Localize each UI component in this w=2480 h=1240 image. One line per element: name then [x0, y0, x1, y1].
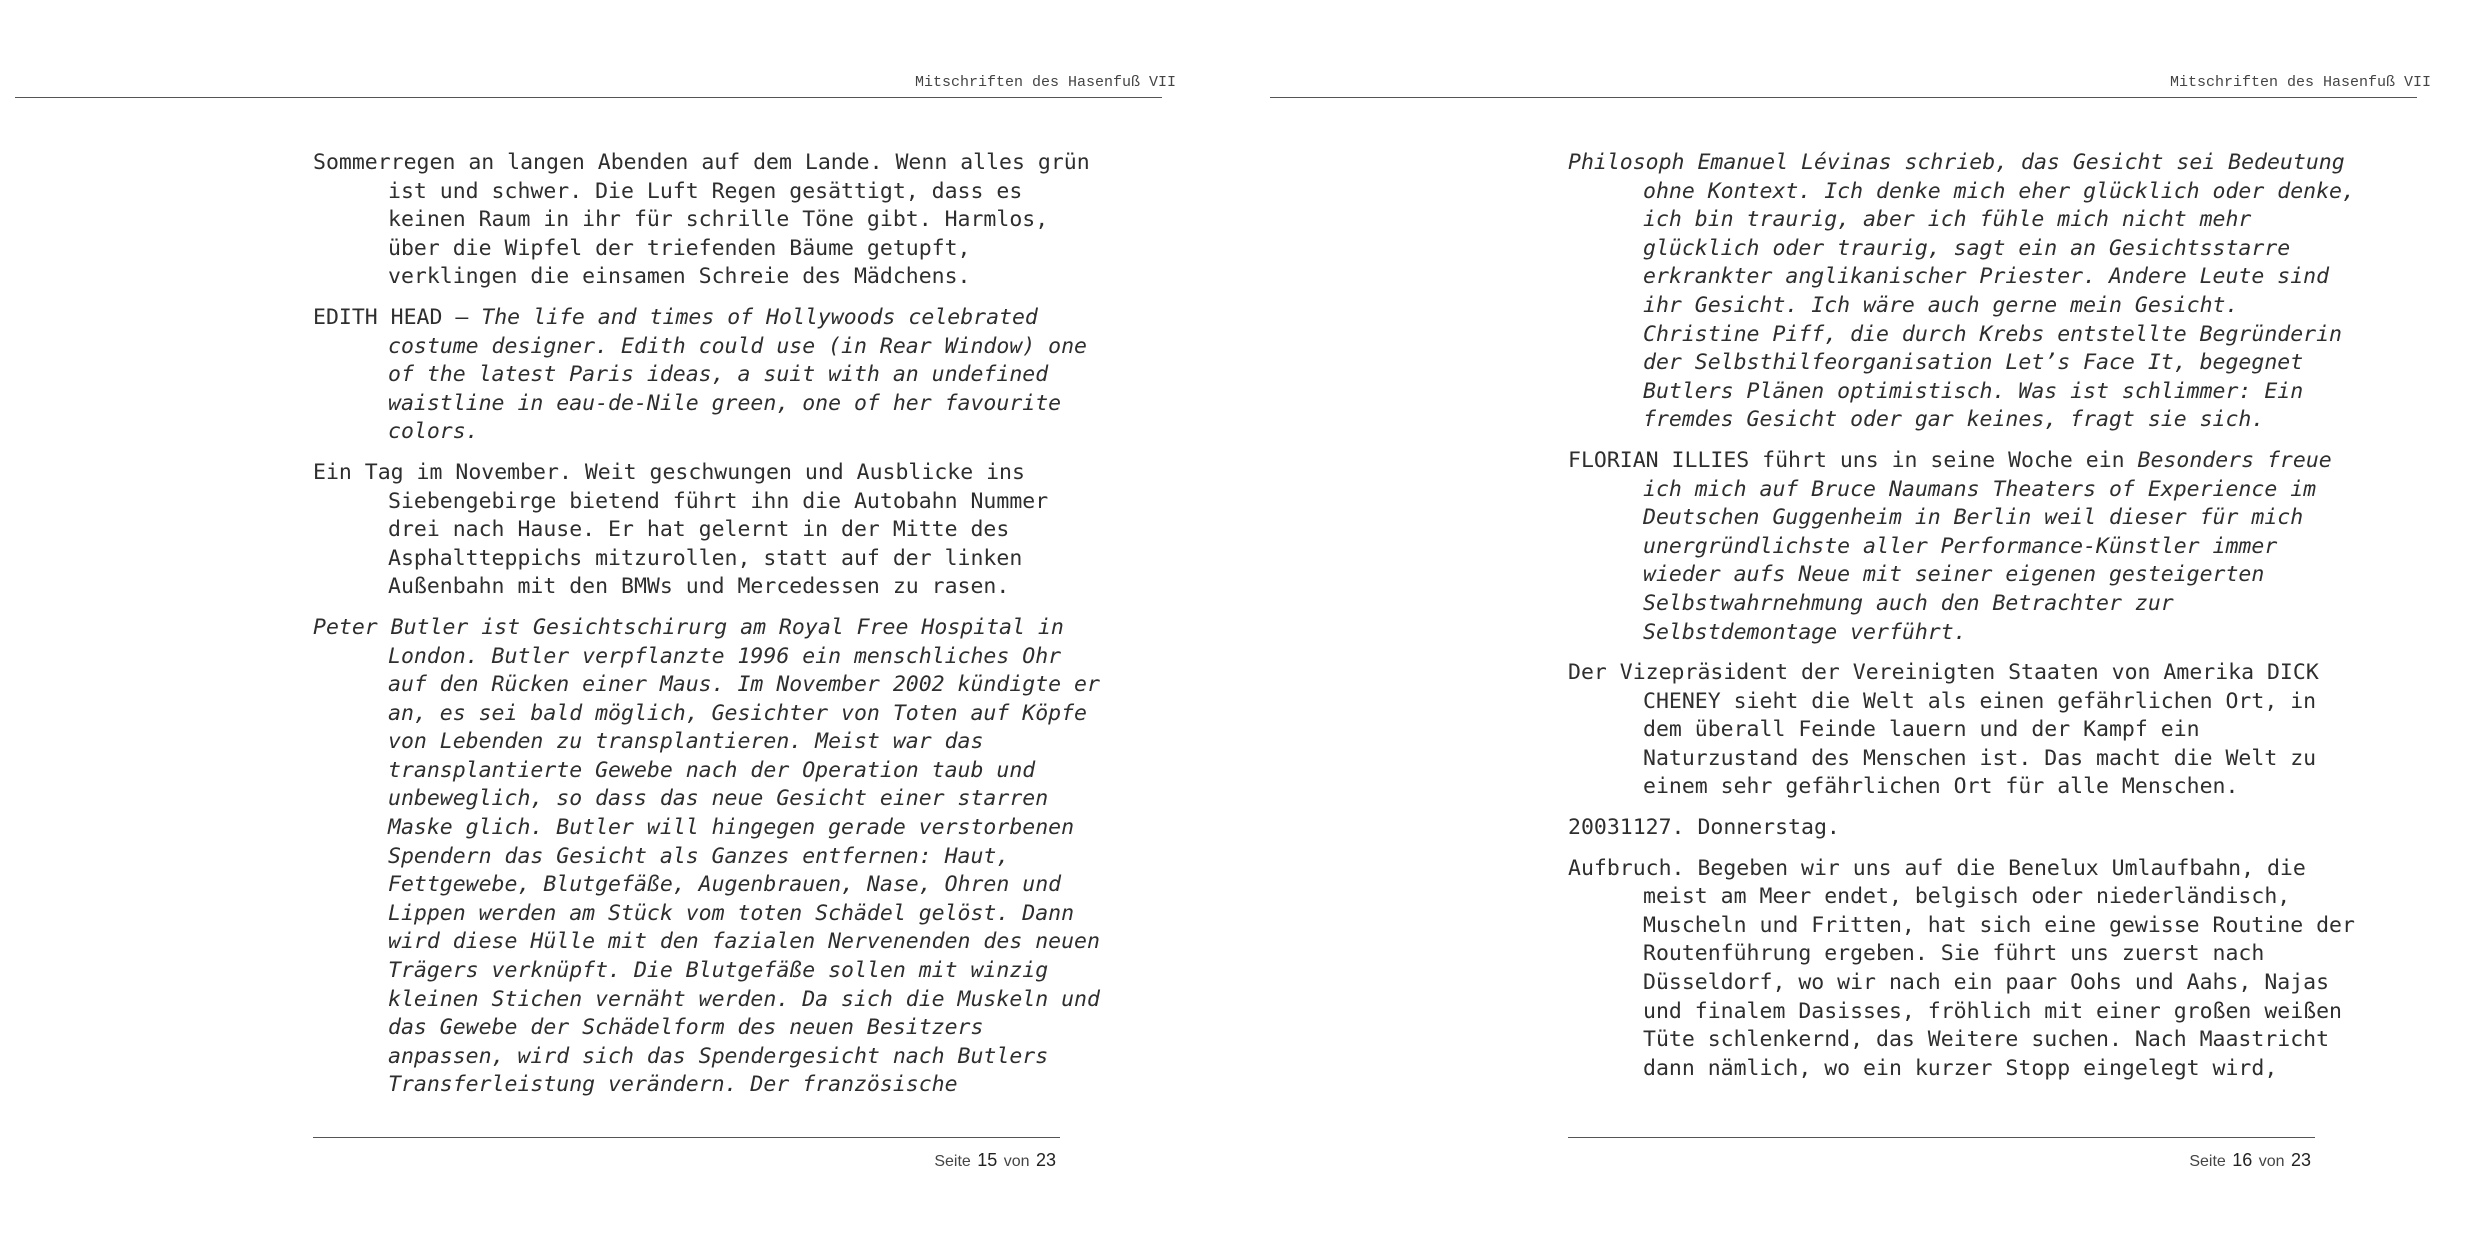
total-pages: 23: [2290, 1150, 2311, 1170]
running-head: Mitschriften des Hasenfuß VII: [914, 74, 1176, 91]
paragraph: [313, 614, 1103, 1100]
running-head: Mitschriften des Hasenfuß VII: [2169, 74, 2431, 91]
text-run: Ein Tag im November. Weit geschwungen und Ausblicke ins Siebengebirge bietend führt ihn die Autobahn Nummer drei nach Hause. Er hat gelernt in der Mitte des Asphaltteppichs mitzurollen, statt auf der linken Außenbahn mit den BMWs und Mercedessen zu rasen.: [313, 459, 1049, 600]
right-page: [1255, 0, 2480, 1240]
text-run: Sommerregen an langen Abenden auf dem Lande. Wenn alles grün ist und schwer. Die Luft Regen gesättigt, dass es keinen Raum in ihr für schrille Töne gibt. Harmlos, über die Wipfel der triefenden Bäume getupft, verklingen die einsamen Schreie des Mädchens.: [313, 150, 1090, 290]
page-of-label: von: [1003, 1153, 1030, 1170]
italic-text-run: Philosoph Emanuel Lévinas schrieb, das Gesicht sei Bedeutung ohne Kontext. Ich denke mich eher glücklich oder denke, ich bin traurig, aber ich fühle mich nicht mehr glücklich oder traurig, sagt ein an Gesichtsstarre erkrankter anglikanischer Priester. Andere Leute sind ihr Gesicht. Ich wäre auch gerne mein Gesicht. Christine Piff, die durch Krebs entstellte Begründerin der Selbsthilfeorganisation Let’s Face It, begegnet Butlers Plänen optimistisch. Was ist schlimmer: Ein fremdes Gesicht oder gar keines, fragt sie sich.: [1568, 150, 2355, 433]
footer-rule: [1568, 1137, 2315, 1138]
current-page-number: 15: [977, 1150, 998, 1170]
page-body: [1568, 149, 2358, 1095]
italic-text-run: Peter Butler ist Gesichtschirurg am Royal Free Hospital in London. Butler verpflanzte 1996 ein menschliches Ohr auf den Rücken einer Maus. Im November 2002 kündigte er an, es sei bald möglich, Gesichter von Toten auf Köpfe von Lebenden zu transplantieren. Meist war das transplantierte Gewebe nach der Operation taub und unbeweglich, so dass das neue Gesicht einer starren Maske glich. Butler will hingegen gerade verstorbenen Spendern das Gesicht als Ganzes entfernen: Haut, Fettgewebe, Blutgefäße, Augenbrauen, Nase, Ohren und Lippen werden am Stück vom toten Schädel gelöst. Dann wird diese Hülle mit den fazialen Nervenenden des neuen Trägers verknüpft. Die Blutgefäße sollen mit winzig kleinen Stichen vernäht werden. Da sich die Muskeln und das Gewebe der Schädelform des neuen Besitzers anpassen, wird sich das Spendergesicht nach Butlers Transferleistung verändern. Der französische: [313, 614, 1100, 1098]
italic-text-run: The life and times of Hollywoods celebrated costume designer. Edith could use (in Rear Window) one of the latest Paris ideas, a suit with an undefined waistline in eau-de-Nile green, one of her favourite colors.: [388, 304, 1087, 445]
paragraph: [1568, 659, 2358, 802]
page-body: [313, 149, 1103, 1112]
paragraph: [1568, 855, 2358, 1084]
paragraph: [313, 304, 1103, 447]
header-rule: [1270, 97, 2417, 98]
paragraph: [1568, 447, 2358, 647]
total-pages: 23: [1035, 1150, 1056, 1170]
italic-text-run: Besonders freue ich mich auf Bruce Naumans Theaters of Experience im Deutschen Guggenheim in Berlin weil dieser für mich unergründlichste aller Performance-Künstler immer wieder aufs Neue mit seiner eigenen gesteigerten Selbstwahrnehmung auch den Betrachter zur Selbstdemontage verführt.: [1643, 447, 2332, 645]
text-run: 20031127. Donnerstag.: [1568, 815, 1840, 841]
paragraph: [1568, 149, 2358, 435]
footer-rule: [313, 1137, 1060, 1138]
page-number: [2189, 1150, 2313, 1171]
paragraph: [313, 459, 1103, 602]
page-label: Seite: [934, 1153, 971, 1170]
header-rule: [15, 97, 1162, 98]
page-of-label: von: [2258, 1153, 2285, 1170]
current-page-number: 16: [2232, 1150, 2253, 1170]
page-label: Seite: [2189, 1153, 2226, 1170]
text-run: Der Vizepräsident der Vereinigten Staaten von Amerika DICK CHENEY sieht die Welt als einen gefährlichen Ort, in dem überall Feinde lauern und der Kampf ein Naturzustand des Menschen ist. Das macht die Welt zu einem sehr gefährlichen Ort für alle Menschen.: [1568, 660, 2319, 800]
page-number: [934, 1150, 1058, 1171]
paragraph: [1568, 814, 2358, 843]
text-run: EDITH HEAD –: [313, 304, 482, 330]
paragraph: [313, 149, 1103, 292]
text-run: Aufbruch. Begeben wir uns auf die Benelux Umlaufbahn, die meist am Meer endet, belgisch oder niederländisch, Muscheln und Fritten, hat sich eine gewisse Routine der Routenführung ergeben. Sie führt uns zuerst nach Düsseldorf, wo wir nach ein paar Oohs und Aahs, Najas und finalem Dasisses, fröhlich mit einer großen weißen Tüte schlenkernd, das Weitere suchen. Nach Maastricht dann nämlich, wo ein kurzer Stopp eingelegt wird,: [1568, 855, 2355, 1081]
text-run: FLORIAN ILLIES führt uns in seine Woche ein: [1568, 447, 2138, 473]
